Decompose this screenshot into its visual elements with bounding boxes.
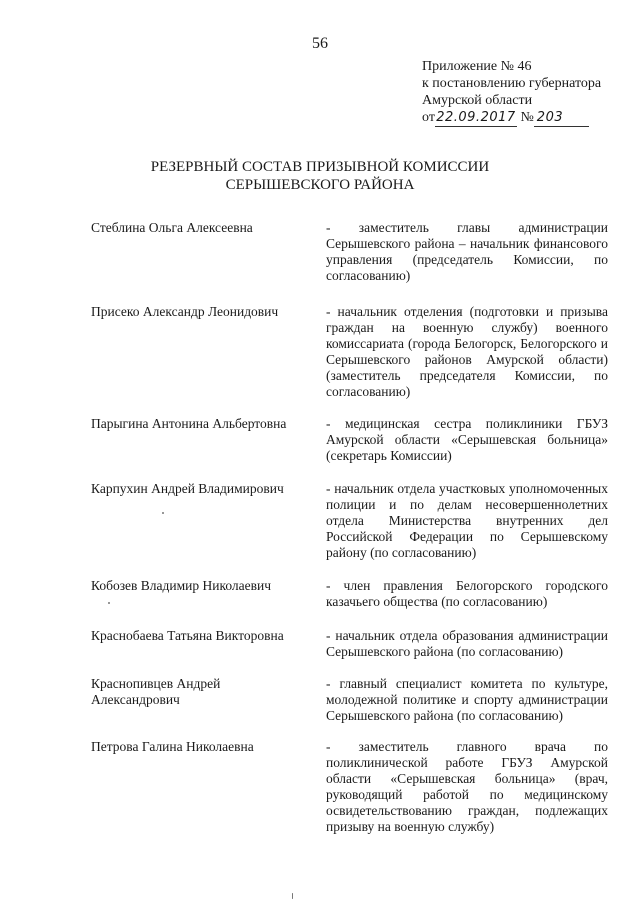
member-name: Кобозев Владимир Николаевич: [91, 578, 272, 593]
scan-speck: [108, 602, 110, 604]
member-name: Парыгина Антонина Альбертовна: [91, 416, 287, 431]
member-name: Краснобаева Татьяна Викторовна: [91, 628, 284, 643]
member-role: - начальник отделения (подготовки и призыва граждан на военную службу) военного комиссариата (города Белогорск, Белогорского и Серышевского районов Амурской области) (заместитель председателя Комиссии, по согласованию): [326, 304, 608, 399]
member-name: Карпухин Андрей Владимирович: [91, 481, 284, 496]
member-role: - заместитель главы администрации Серышевского района – начальник финансового управления (председатель Комиссии, по согласованию): [326, 220, 608, 283]
scan-speck: [292, 893, 293, 899]
date-prefix: от: [422, 110, 435, 125]
member-name: Присеко Александр Леонидович: [91, 304, 279, 319]
member-role: - заместитель главного врача по поликлинической работе ГБУЗ Амурской области «Серышевская больница» (врач, руководящий работой по медицинскому освидетельствованию граждан, подлежащих призыву на военную службу): [326, 739, 608, 834]
page-number: 56: [312, 35, 328, 52]
appendix-region: Амурской области: [422, 93, 533, 108]
appendix-decree: к постановлению губернатора: [422, 76, 602, 91]
document-title: [0, 158, 640, 194]
handwritten-number: 203: [534, 109, 589, 127]
appendix-date-line: [422, 109, 622, 127]
member-name: Петрова Галина Николаевна: [91, 739, 254, 754]
member-role: - медицинская сестра поликлиники ГБУЗ Амурской области «Серышевская больница» (секретарь Комиссии): [326, 416, 608, 463]
member-role: - начальник отдела участковых уполномоченных полиции и по делам несовершеннолетних отдела Министерства внутренних дел Российской Федерации по Серышевскому району (по согласованию): [326, 481, 608, 560]
member-name: Краснопивцев Андрей Александрович: [91, 676, 221, 707]
handwritten-date: 22.09.2017: [436, 110, 516, 125]
title-line-1: РЕЗЕРВНЫЙ СОСТАВ ПРИЗЫВНОЙ КОМИССИИ: [150, 159, 490, 175]
appendix-title: Приложение № 46: [422, 59, 532, 74]
number-prefix: №: [520, 110, 534, 125]
member-role: - член правления Белогорского городского казачьего общества (по согласованию): [326, 578, 608, 609]
scan-speck: [162, 512, 164, 514]
title-line-2: СЕРЫШЕВСКОГО РАЙОНА: [225, 177, 415, 193]
member-role: - главный специалист комитета по культуре, молодежной политике и спорту администрации Серышевского района (по согласованию): [326, 676, 608, 723]
member-role: - начальник отдела образования администрации Серышевского района (по согласованию): [326, 628, 608, 659]
member-name: Стеблина Ольга Алексеевна: [91, 220, 253, 235]
appendix-block: [422, 58, 622, 127]
